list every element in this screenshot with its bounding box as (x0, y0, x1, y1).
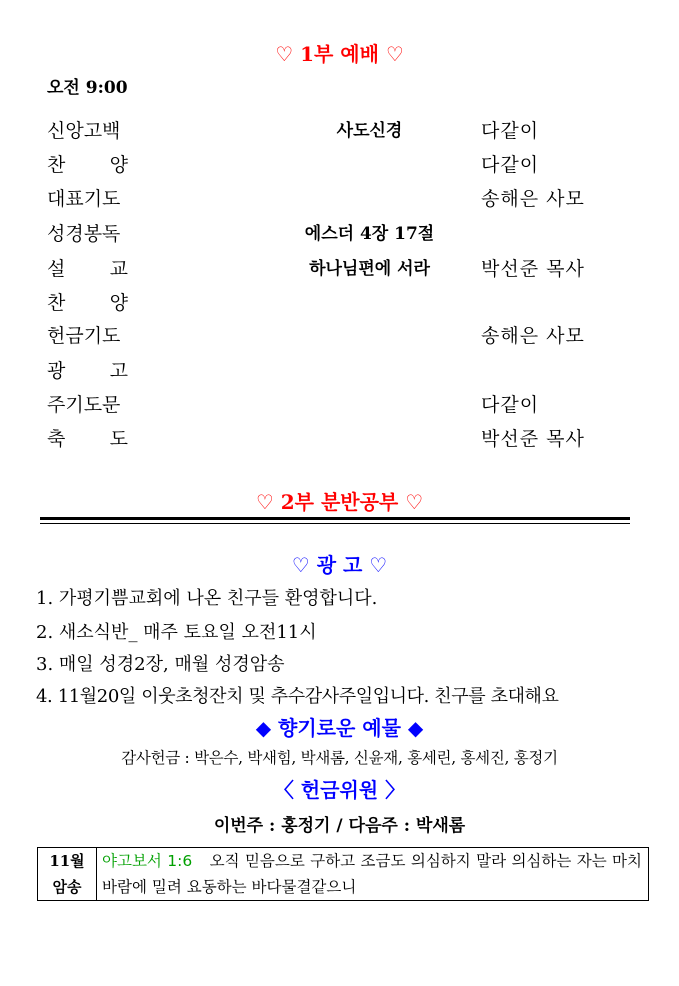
order-person: 다같이 (481, 394, 540, 416)
offering-title: ◆ 향기로운 예물 ◆ (255, 716, 424, 740)
order-row (47, 356, 617, 390)
order-content: 하나님편에 서라 (309, 259, 430, 279)
order-row (47, 424, 617, 458)
order-item: 헌금기도 (47, 325, 121, 347)
order-row (47, 150, 617, 184)
order-row (47, 116, 617, 150)
order-content: 사도신경 (336, 121, 403, 141)
order-item: 주기도문 (47, 394, 121, 416)
divider-thick (40, 517, 630, 520)
order-row (47, 321, 617, 355)
order-row (47, 254, 617, 288)
order-content: 에스더 4장 17절 (304, 224, 435, 244)
announcement-item: 1. 가평기쁨교회에 나온 친구들 환영합니다. (36, 588, 378, 609)
memory-verse-body: 오직 믿음으로 구하고 조금도 의심하지 말라 의심하는 자는 마치 바람에 밀려 요동하는 바다물결같으니 (102, 852, 643, 896)
announcements-title: ♡ 광 고 ♡ (291, 553, 388, 577)
committee-title: 〈 헌금위원 〉 (273, 778, 406, 802)
memory-verse-caption: 암송 (52, 878, 82, 896)
committee-text: 이번주 : 홍정기 / 다음주 : 박새롬 (213, 816, 466, 836)
section-2-title: ♡ 2부 분반공부 ♡ (255, 490, 424, 514)
service-time: 오전 9:00 (47, 78, 128, 98)
thanks-offering: 감사헌금 : 박은수, 박새힘, 박새롬, 신윤재, 홍세린, 홍세진, 홍정기 (121, 749, 558, 767)
announcement-item: 3. 매일 성경2장, 매월 성경암송 (36, 654, 285, 675)
order-item: 신앙고백 (47, 120, 121, 142)
order-item: 찬 양 (47, 154, 128, 176)
order-person: 다같이 (481, 154, 540, 176)
order-item: 설 교 (47, 258, 128, 280)
order-row (47, 390, 617, 424)
order-person: 박선준 목사 (481, 428, 585, 450)
announcement-item: 2. 새소식반_ 매주 토요일 오전11시 (36, 622, 317, 643)
memory-verse-reference: 야고보서 1:6 (102, 852, 193, 870)
order-item: 대표기도 (47, 188, 121, 210)
order-item: 축 도 (47, 428, 128, 450)
order-row (47, 219, 617, 253)
order-person: 다같이 (481, 120, 540, 142)
order-person: 송해은 사모 (481, 325, 585, 347)
order-row (47, 288, 617, 322)
section-1-title: ♡ 1부 예배 ♡ (275, 42, 404, 66)
memory-verse-box (37, 847, 649, 901)
order-item: 성경봉독 (47, 223, 121, 245)
order-person: 송해은 사모 (481, 188, 585, 210)
order-person: 박선준 목사 (481, 258, 585, 280)
divider-thin (40, 523, 630, 524)
announcement-item: 4. 11월20일 이웃초청잔치 및 추수감사주일입니다. 친구를 초대해요 (36, 686, 559, 707)
memory-verse-month: 11월 (49, 852, 85, 870)
order-item: 찬 양 (47, 292, 128, 314)
memory-verse-text (102, 848, 642, 900)
order-row (47, 184, 617, 218)
memory-verse-label (38, 848, 97, 900)
order-item: 광 고 (47, 360, 128, 382)
